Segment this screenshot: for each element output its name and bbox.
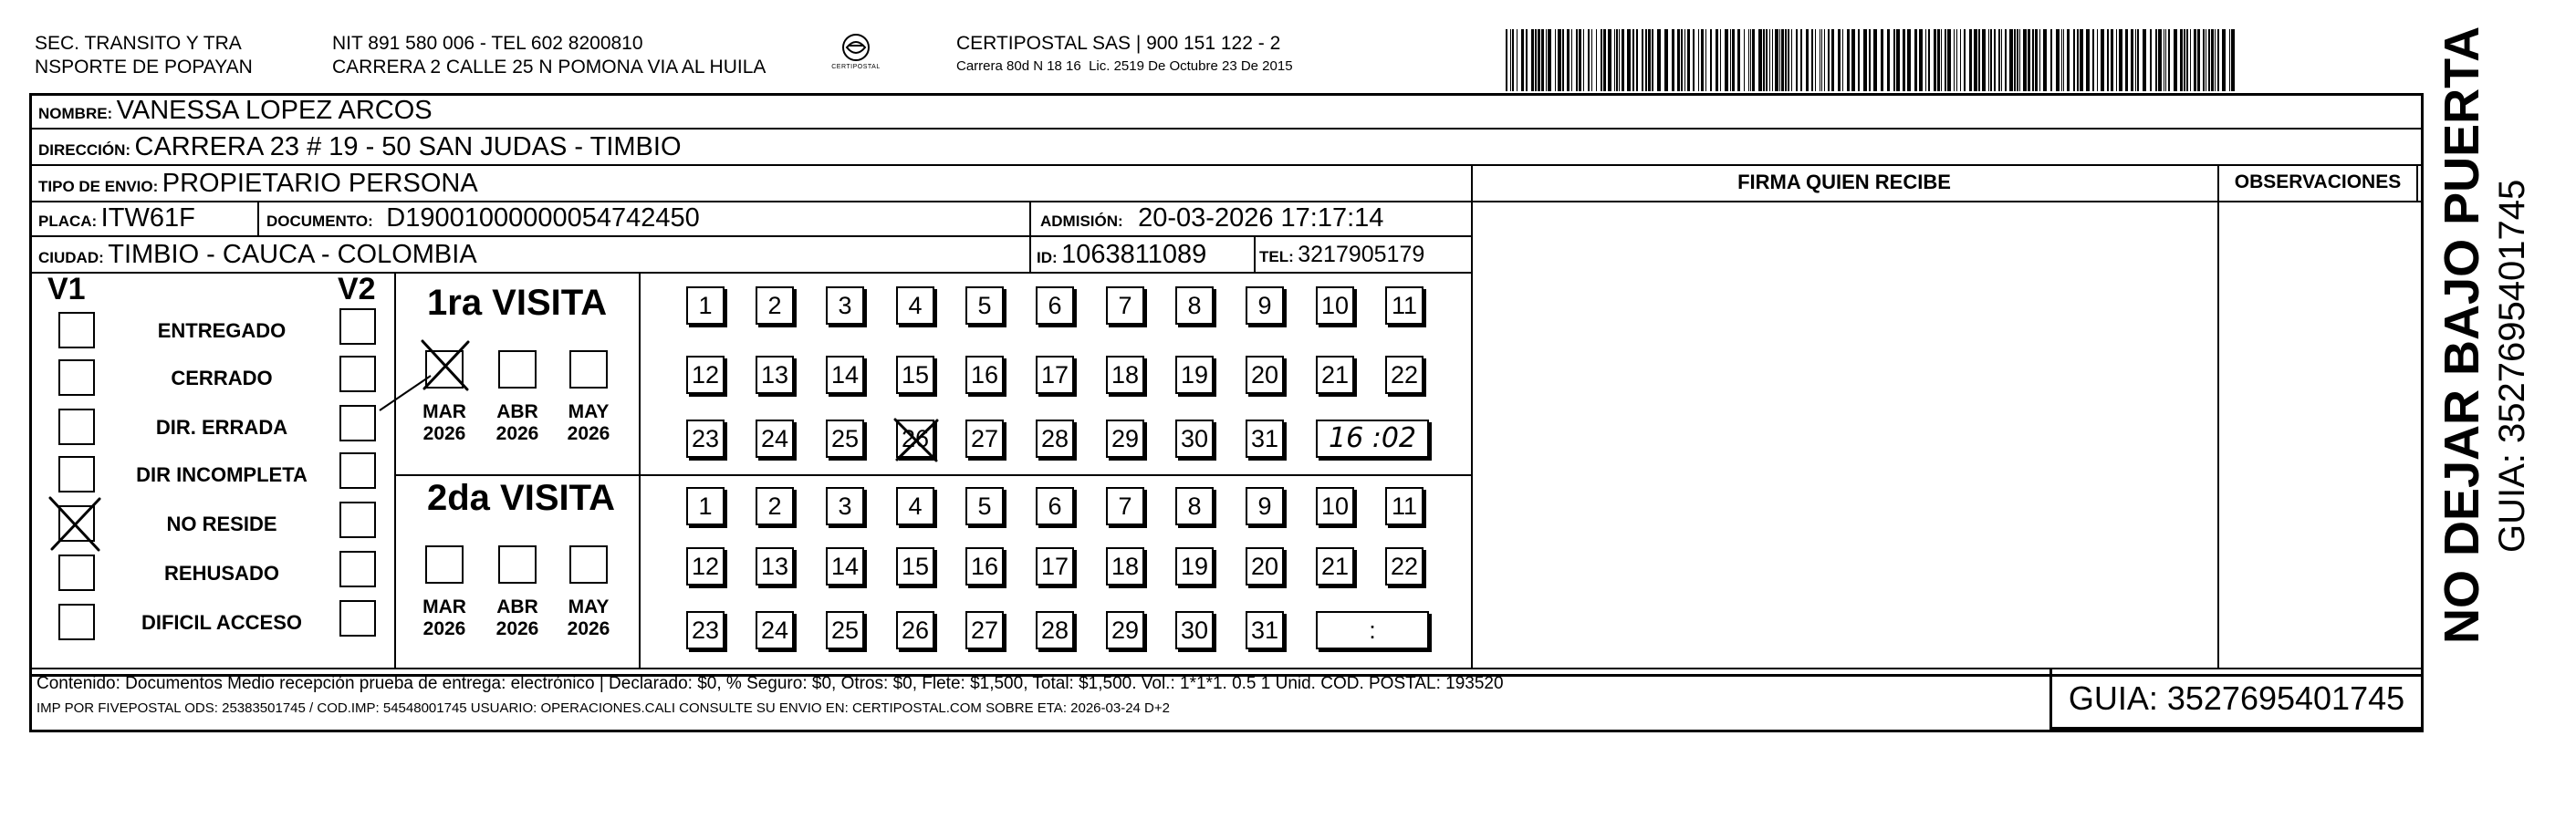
nombre-label: NOMBRE: [38,105,113,122]
first-visit-day-box[interactable]: 27 [965,420,1004,458]
address-line: CARRERA 2 CALLE 25 N POMONA VIA AL HUILA [332,57,767,78]
second-visit-month-label: MAR [422,596,466,617]
second-visit-day-box[interactable]: 28 [1036,611,1074,649]
second-visit-day-box[interactable]: 25 [826,611,864,649]
first-visit-day-box[interactable]: 7 [1106,286,1144,325]
sender-line-1: SEC. TRANSITO Y TRA [35,33,242,54]
v2-checkbox[interactable] [339,405,376,441]
v1-checkbox[interactable] [58,409,95,445]
id-cell [1037,239,1206,275]
second-visit-day-box[interactable]: 7 [1106,487,1144,525]
second-visit-day-box[interactable]: 30 [1175,611,1214,649]
first-visit-day-box[interactable]: 18 [1106,356,1144,394]
first-visit-day-box[interactable]: 30 [1175,420,1214,458]
tel-value: 3217905179 [1298,242,1425,267]
second-visit-day-box[interactable]: 15 [896,547,934,586]
first-visit-day-box[interactable]: 10 [1316,286,1354,325]
status-label: DIFICIL ACCESO [141,611,302,634]
id-value: 1063811089 [1061,240,1207,269]
v2-checkbox[interactable] [339,452,376,489]
first-visit-day-box[interactable]: 19 [1175,356,1214,394]
logo-text: CERTIPOSTAL [831,64,881,70]
direccion-label: DIRECCIÓN: [38,141,131,159]
second-visit-day-box[interactable]: 10 [1316,487,1354,525]
nombre-row [38,95,433,130]
second-visit-time-box[interactable]: : [1316,611,1429,649]
v1-checkbox[interactable] [58,359,95,396]
second-visit-day-box[interactable]: 2 [756,487,794,525]
first-visit-day-box[interactable]: 23 [686,420,725,458]
nit-line: NIT 891 580 006 - TEL 602 8200810 [332,33,643,54]
tel-cell [1259,239,1424,274]
documento-label: DOCUMENTO: [266,213,373,230]
v2-header: V2 [338,272,376,306]
ciudad-cell [38,239,477,275]
first-visit-day-box[interactable]: 26 [896,420,934,458]
second-visit-day-box[interactable]: 29 [1106,611,1144,649]
first-visit-title: 1ra VISITA [427,283,608,323]
status-label: REHUSADO [164,562,279,585]
first-visit-month-label: MAR [422,401,466,422]
observaciones-header: OBSERVACIONES [2234,171,2402,192]
admision-value: 20-03-2026 17:17:14 [1138,203,1384,233]
company-sub: Carrera 80d N 18 16 Lic. 2519 De Octubre 23 De 2015 [956,58,1293,74]
second-visit-day-box[interactable]: 24 [756,611,794,649]
v1-checkbox[interactable] [58,456,95,492]
v2-checkbox[interactable] [339,308,376,345]
footer-content: Contenido: Documentos Medio recepción prueba de entrega: electrónico | Declarado: $0, % Seguro: $0, Otros: $0, Flete: $1,500, Total: $1,500. Vol.: 1*1*1. 0.5 1 Unid. COD. POSTAL: 193520 [37,674,1504,693]
ciudad-label: CIUDAD: [38,249,104,266]
second-visit-day-box[interactable]: 5 [965,487,1004,525]
v1-header: V1 [47,272,86,306]
footer-print-info: IMP POR FIVEPOSTAL ODS: 25383501745 / COD.IMP: 54548001745 USUARIO: OPERACIONES.CALI CONSULTE SU ENVIO EN: CERTIPOSTAL.COM SOBRE ETA: 2026-03-24 D+2 [37,700,1170,716]
v2-checkbox[interactable] [339,551,376,587]
first-visit-year-label: 2026 [567,423,610,444]
tel-label: TEL: [1259,248,1294,265]
documento-value: D19001000000054742450 [386,203,700,233]
first-visit-day-box[interactable]: 11 [1385,286,1424,325]
certipostal-logo [829,31,883,77]
firma-header: FIRMA QUIEN RECIBE [1737,171,1951,193]
company-line: CERTIPOSTAL SAS | 900 151 122 - 2 [956,33,1281,54]
first-visit-day-box[interactable]: 12 [686,356,725,394]
placa-label: PLACA: [38,213,98,230]
tipo-envio-row [38,168,478,203]
status-label: CERRADO [171,367,273,389]
first-visit-day-box[interactable]: 14 [826,356,864,394]
v1-checkbox[interactable] [58,555,95,591]
first-visit-month-label: ABR [496,401,538,422]
first-visit-day-box[interactable]: 28 [1036,420,1074,458]
first-visit-month-check-mark [420,337,471,392]
second-visit-title: 2da VISITA [427,478,615,518]
direccion-value: CARRERA 23 # 19 - 50 SAN JUDAS - TIMBIO [134,132,682,161]
status-label: ENTREGADO [157,319,287,342]
second-visit-day-box[interactable]: 9 [1246,487,1284,525]
ciudad-value: TIMBIO - CAUCA - COLOMBIA [108,240,477,269]
first-visit-day-box[interactable]: 5 [965,286,1004,325]
second-visit-day-box[interactable]: 8 [1175,487,1214,525]
first-visit-month-label: MAY [568,401,610,422]
second-visit-day-box[interactable]: 4 [896,487,934,525]
second-visit-day-box[interactable]: 6 [1036,487,1074,525]
documento-cell [266,202,700,238]
first-visit-day-box[interactable]: 17 [1036,356,1074,394]
first-visit-month-checkbox[interactable] [498,350,537,389]
second-visit-day-box[interactable]: 20 [1246,547,1284,586]
second-visit-day-box[interactable]: 23 [686,611,725,649]
second-visit-day-box[interactable]: 31 [1246,611,1284,649]
first-visit-day-box[interactable]: 3 [826,286,864,325]
second-visit-day-box[interactable]: 17 [1036,547,1074,586]
second-visit-day-box[interactable]: 22 [1385,547,1424,586]
first-visit-month-checkbox[interactable] [569,350,608,389]
v1-checkbox[interactable] [58,312,95,348]
first-visit-day-box[interactable]: 24 [756,420,794,458]
direccion-row [38,131,682,167]
side-warning: NO DEJAR BAJO PUERTA [2435,26,2489,644]
second-visit-day-box[interactable]: 18 [1106,547,1144,586]
status-label: NO RESIDE [166,513,277,535]
second-visit-day-box[interactable]: 27 [965,611,1004,649]
v2-checkbox[interactable] [339,502,376,538]
first-visit-day-box[interactable]: 8 [1175,286,1214,325]
second-visit-year-label: 2026 [567,618,610,639]
admision-label: ADMISIÓN: [1040,213,1123,230]
first-visit-day-box[interactable]: 29 [1106,420,1144,458]
second-visit-day-box[interactable]: 26 [896,611,934,649]
footer-guia-box [2049,668,2424,730]
first-visit-day-box[interactable]: 25 [826,420,864,458]
second-visit-year-label: 2026 [495,618,539,639]
barcode-icon [1504,29,2245,91]
second-visit-month-label: MAY [568,596,610,617]
id-label: ID: [1037,249,1058,266]
footer-guia: GUIA: 3527695401745 [2068,679,2405,717]
first-visit-day-box[interactable]: 2 [756,286,794,325]
second-visit-day-box[interactable]: 16 [965,547,1004,586]
first-visit-day-box[interactable]: 4 [896,286,934,325]
v2-checkbox[interactable] [339,600,376,637]
second-visit-day-box[interactable]: 1 [686,487,725,525]
admision-cell [1040,202,1383,238]
v1-check-mark [47,494,102,553]
second-visit-month-label: ABR [496,596,538,617]
sender-line-2: NSPORTE DE POPAYAN [35,57,253,78]
second-visit-day-box[interactable]: 21 [1316,547,1354,586]
first-visit-day-box[interactable]: 21 [1316,356,1354,394]
first-visit-time-box[interactable]: 16 :02 [1316,420,1429,458]
second-visit-day-box[interactable]: 11 [1385,487,1424,525]
side-guia: GUIA: 3527695401745 [2492,179,2532,553]
v1-checkbox[interactable] [58,604,95,640]
second-visit-day-box[interactable]: 13 [756,547,794,586]
status-label: DIR INCOMPLETA [136,463,308,486]
second-visit-day-box[interactable]: 14 [826,547,864,586]
tipo-envio-label: TIPO DE ENVIO: [38,178,159,195]
nombre-value: VANESSA LOPEZ ARCOS [116,96,433,125]
second-visit-day-box[interactable]: 19 [1175,547,1214,586]
second-visit-month-checkbox[interactable] [569,545,608,584]
first-visit-day-box[interactable]: 22 [1385,356,1424,394]
first-visit-day-box[interactable]: 20 [1246,356,1284,394]
second-visit-day-box[interactable]: 3 [826,487,864,525]
first-visit-day-box[interactable]: 31 [1246,420,1284,458]
first-visit-year-label: 2026 [495,423,539,444]
second-visit-day-box[interactable]: 12 [686,547,725,586]
tipo-envio-value: PROPIETARIO PERSONA [162,169,478,198]
first-visit-day-box[interactable]: 16 [965,356,1004,394]
first-visit-day-box[interactable]: 1 [686,286,725,325]
placa-cell [38,202,195,238]
first-visit-day-box[interactable]: 6 [1036,286,1074,325]
second-visit-month-checkbox[interactable] [498,545,537,584]
v2-checkbox[interactable] [339,356,376,392]
first-visit-day-check-mark [892,416,940,463]
status-label: DIR. ERRADA [155,416,288,439]
first-visit-day-box[interactable]: 13 [756,356,794,394]
placa-value: ITW61F [100,203,195,233]
first-visit-year-label: 2026 [422,423,466,444]
first-visit-day-box[interactable]: 9 [1246,286,1284,325]
first-visit-day-box[interactable]: 15 [896,356,934,394]
second-visit-month-checkbox[interactable] [425,545,464,584]
second-visit-year-label: 2026 [422,618,466,639]
